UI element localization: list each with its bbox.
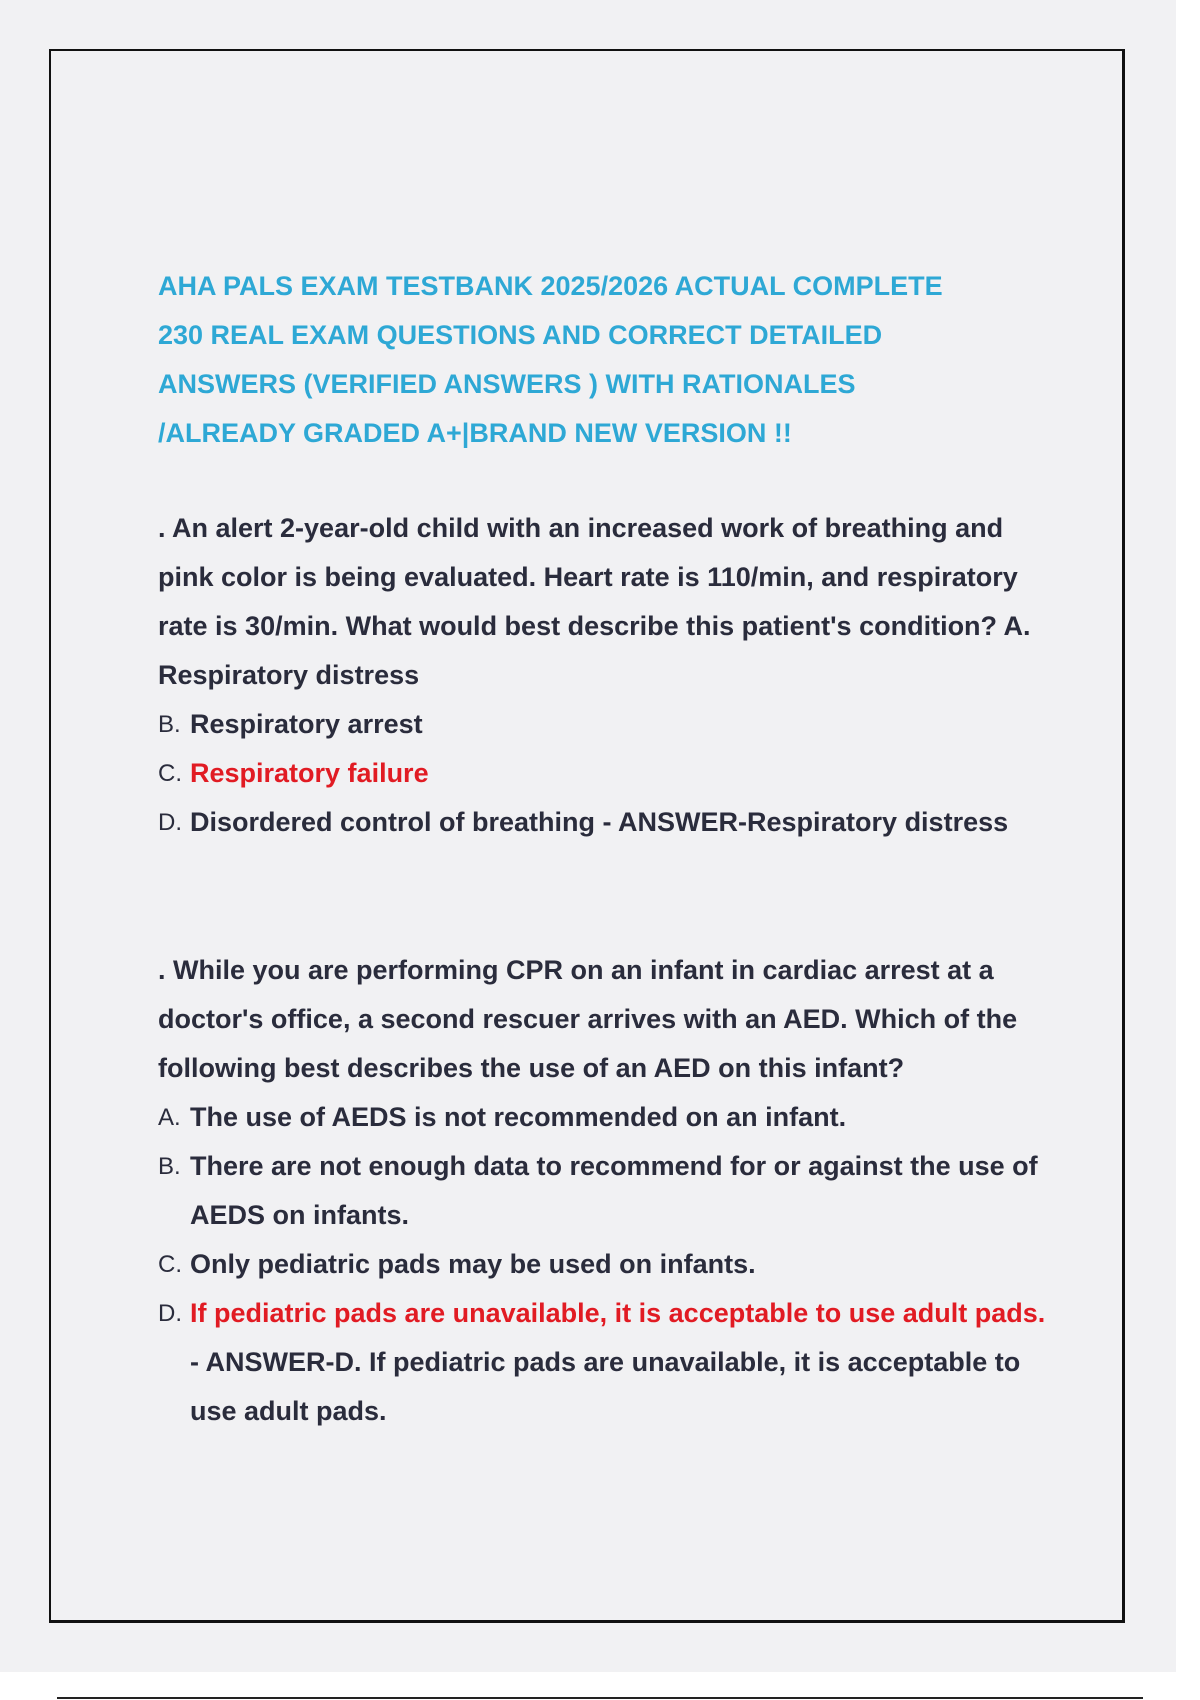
question-2 bbox=[158, 946, 1058, 1436]
option-text-with-answer bbox=[190, 1289, 1058, 1436]
option-text: There are not enough data to recommend for or against the use of AEDS on infants. bbox=[190, 1151, 1038, 1230]
option-letter: B. bbox=[158, 1153, 181, 1180]
question-1-options bbox=[158, 700, 1058, 847]
question-2-options bbox=[158, 1093, 1058, 1436]
question-1-stem: . An alert 2-year-old child with an increased work of breathing and pink color is being evaluated. Heart rate is 110/min, and respiratory rate is 30/min. What would best describe this patient's condition? A. Respiratory distress bbox=[158, 513, 1031, 690]
footer-divider bbox=[57, 1697, 1143, 1699]
option-text: The use of AEDS is not recommended on an infant. bbox=[190, 1102, 847, 1132]
correct-answer-text: If pediatric pads are unavailable, it is acceptable to use adult pads. bbox=[190, 1298, 1046, 1328]
question-2-option-b bbox=[158, 1142, 1058, 1240]
question-2-option-a bbox=[158, 1093, 1058, 1142]
document-title: AHA PALS EXAM TESTBANK 2025/2026 ACTUAL COMPLETE 230 REAL EXAM QUESTIONS AND CORRECT DETAILED ANSWERS (VERIFIED ANSWERS ) WITH RATIONALES /ALREADY GRADED A+|BRAND NEW VERSION !! bbox=[158, 271, 943, 448]
question-1-option-d bbox=[158, 798, 1058, 847]
question-1-option-b bbox=[158, 700, 1058, 749]
question-2-option-d bbox=[158, 1289, 1058, 1436]
option-text: Respiratory arrest bbox=[190, 709, 423, 739]
question-1-option-c bbox=[158, 749, 1058, 798]
option-letter: C. bbox=[158, 1251, 182, 1278]
option-letter: B. bbox=[158, 711, 181, 738]
option-text: Only pediatric pads may be used on infants. bbox=[190, 1249, 756, 1279]
option-letter: C. bbox=[158, 760, 182, 787]
option-text-correct: Respiratory failure bbox=[190, 758, 429, 788]
question-1 bbox=[158, 504, 1058, 847]
option-letter: D. bbox=[158, 1300, 182, 1327]
answer-rationale: - ANSWER-D. If pediatric pads are unavailable, it is acceptable to use adult pads. bbox=[190, 1347, 1021, 1426]
option-letter: A. bbox=[158, 1104, 181, 1131]
option-letter: D. bbox=[158, 809, 182, 836]
option-text: Disordered control of breathing - ANSWER-Respiratory distress bbox=[190, 807, 1009, 837]
question-2-option-c bbox=[158, 1240, 1058, 1289]
question-2-stem: . While you are performing CPR on an infant in cardiac arrest at a doctor's office, a second rescuer arrives with an AED. Which of the following best describes the use of an AED on this infant? bbox=[158, 955, 1018, 1083]
